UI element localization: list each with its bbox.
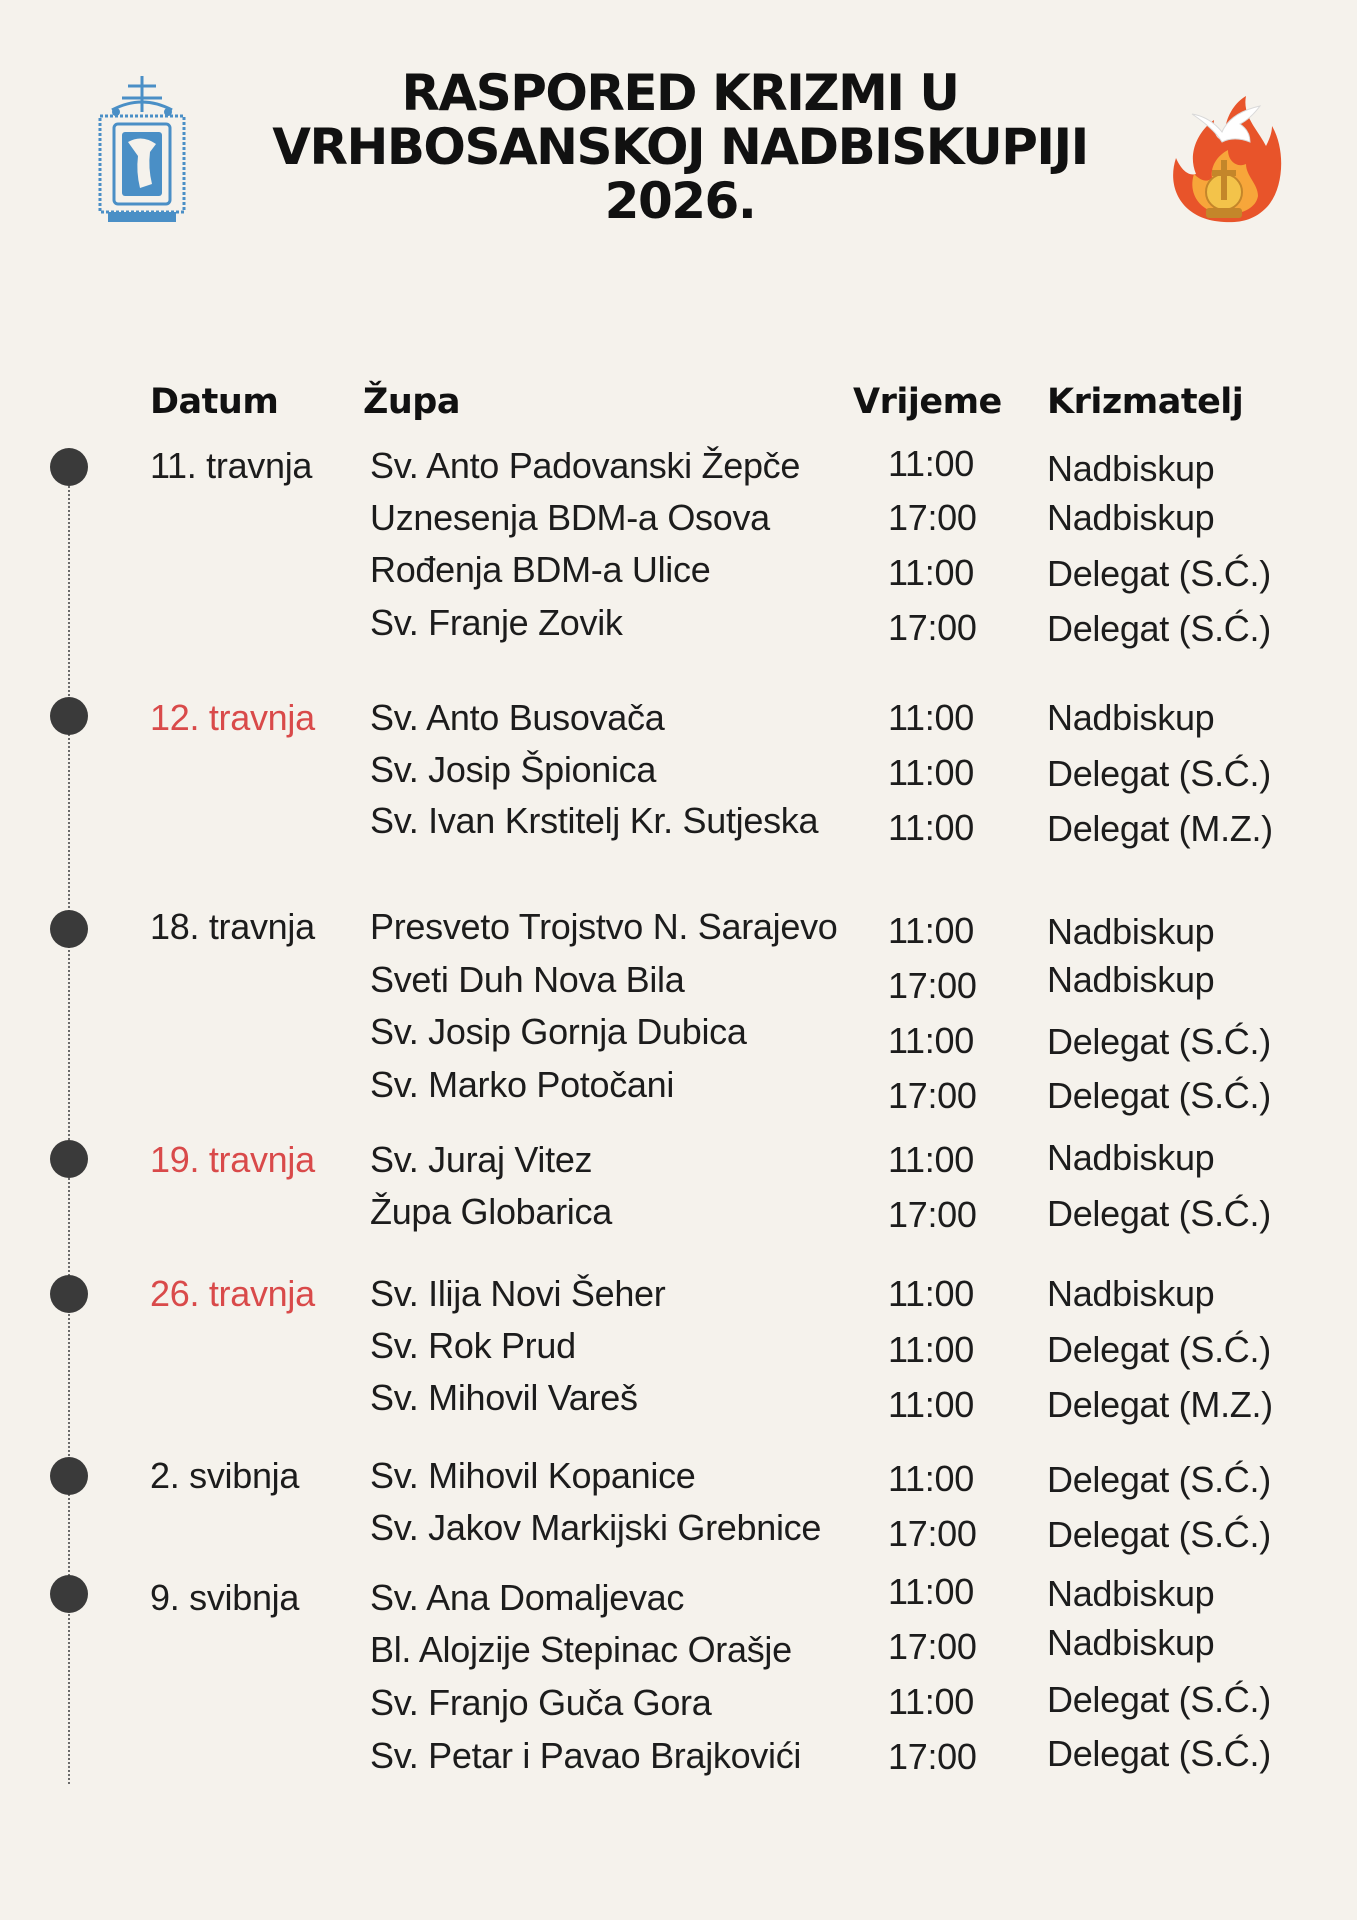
- schedule-date: 18. travnja: [150, 906, 315, 947]
- parish-name: Sv. Mihovil Kopanice: [370, 1455, 696, 1496]
- mass-time: 17:00: [888, 497, 977, 538]
- parish-name: Sv. Juraj Vitez: [370, 1139, 593, 1180]
- parish-name: Sv. Ilija Novi Šeher: [370, 1273, 666, 1314]
- officiant-name: Delegat (S.Ć.): [1047, 753, 1271, 794]
- timeline-dot: [50, 697, 88, 735]
- mass-time: 17:00: [888, 1513, 977, 1554]
- officiant-name: Delegat (S.Ć.): [1047, 608, 1271, 649]
- parish-name: Sv. Josip Gornja Dubica: [370, 1011, 747, 1052]
- mass-time: 11:00: [888, 697, 974, 738]
- timeline-dot: [50, 1457, 88, 1495]
- mass-time: 17:00: [888, 1736, 977, 1777]
- header-time: Vrijeme: [853, 382, 1002, 422]
- mass-time: 11:00: [888, 910, 974, 951]
- officiant-name: Delegat (S.Ć.): [1047, 1075, 1271, 1116]
- mass-time: 17:00: [888, 965, 977, 1006]
- officiant-name: Nadbiskup: [1047, 448, 1215, 489]
- officiant-name: Delegat (S.Ć.): [1047, 1514, 1271, 1555]
- officiant-name: Nadbiskup: [1047, 1137, 1215, 1178]
- schedule-date: 26. travnja: [150, 1273, 315, 1314]
- officiant-name: Nadbiskup: [1047, 911, 1215, 952]
- mass-time: 11:00: [888, 1458, 974, 1499]
- schedule-date: 12. travnja: [150, 697, 315, 738]
- mass-time: 11:00: [888, 1384, 974, 1425]
- officiant-name: Delegat (S.Ć.): [1047, 1459, 1271, 1500]
- timeline-dot: [50, 448, 88, 486]
- officiant-name: Delegat (S.Ć.): [1047, 1733, 1271, 1774]
- parish-name: Sv. Petar i Pavao Brajkovići: [370, 1735, 802, 1776]
- title-line-1: RASPORED KRIZMI U: [401, 64, 959, 122]
- parish-name: Sv. Franjo Guča Gora: [370, 1682, 712, 1723]
- schedule-date: 9. svibnja: [150, 1577, 300, 1618]
- timeline-dot: [50, 1575, 88, 1613]
- header-date: Datum: [150, 382, 279, 422]
- officiant-name: Nadbiskup: [1047, 497, 1215, 538]
- parish-name: Sveti Duh Nova Bila: [370, 959, 685, 1000]
- parish-name: Sv. Rok Prud: [370, 1325, 576, 1366]
- parish-name: Sv. Anto Busovača: [370, 697, 665, 738]
- mass-time: 11:00: [888, 1020, 974, 1061]
- mass-time: 17:00: [888, 1626, 977, 1667]
- parish-name: Sv. Franje Zovik: [370, 602, 623, 643]
- archdiocese-coat-of-arms-icon: [92, 72, 192, 227]
- parish-name: Sv. Marko Potočani: [370, 1064, 675, 1105]
- officiant-name: Delegat (M.Z.): [1047, 808, 1273, 849]
- schedule-date: 19. travnja: [150, 1139, 315, 1180]
- header-parish: Župa: [363, 382, 460, 422]
- parish-name: Sv. Ana Domaljevac: [370, 1577, 685, 1618]
- mass-time: 11:00: [888, 443, 974, 484]
- officiant-name: Nadbiskup: [1047, 1622, 1215, 1663]
- officiant-name: Delegat (S.Ć.): [1047, 1329, 1271, 1370]
- parish-name: Rođenja BDM-a Ulice: [370, 549, 711, 590]
- parish-name: Župa Globarica: [370, 1191, 612, 1232]
- parish-name: Sv. Mihovil Vareš: [370, 1377, 638, 1418]
- officiant-name: Delegat (M.Z.): [1047, 1384, 1273, 1425]
- holy-spirit-dove-flame-icon: [1162, 80, 1287, 225]
- officiant-name: Nadbiskup: [1047, 959, 1215, 1000]
- schedule-date: 11. travnja: [150, 445, 313, 486]
- mass-time: 11:00: [888, 1571, 974, 1612]
- mass-time: 17:00: [888, 1194, 977, 1235]
- officiant-name: Delegat (S.Ć.): [1047, 553, 1271, 594]
- page-title: [230, 66, 1130, 228]
- title-line-2: VRHBOSANSKOJ NADBISKUPIJI: [272, 118, 1088, 176]
- mass-time: 11:00: [888, 1681, 974, 1722]
- officiant-name: Delegat (S.Ć.): [1047, 1679, 1271, 1720]
- mass-time: 17:00: [888, 607, 977, 648]
- mass-time: 11:00: [888, 752, 974, 793]
- mass-time: 11:00: [888, 1329, 974, 1370]
- timeline-dot: [50, 1275, 88, 1313]
- officiant-name: Nadbiskup: [1047, 697, 1215, 738]
- parish-name: Presveto Trojstvo N. Sarajevo: [370, 906, 838, 947]
- parish-name: Uznesenja BDM-a Osova: [370, 497, 770, 538]
- mass-time: 17:00: [888, 1075, 977, 1116]
- officiant-name: Delegat (S.Ć.): [1047, 1193, 1271, 1234]
- parish-name: Sv. Jakov Markijski Grebnice: [370, 1507, 822, 1548]
- parish-name: Sv. Josip Špionica: [370, 749, 657, 790]
- header-officiant: Krizmatelj: [1047, 382, 1244, 422]
- mass-time: 11:00: [888, 1139, 974, 1180]
- parish-name: Sv. Ivan Krstitelj Kr. Sutjeska: [370, 800, 819, 841]
- timeline-dot: [50, 910, 88, 948]
- title-line-3: 2026.: [604, 172, 756, 230]
- mass-time: 11:00: [888, 552, 974, 593]
- officiant-name: Delegat (S.Ć.): [1047, 1021, 1271, 1062]
- officiant-name: Nadbiskup: [1047, 1273, 1215, 1314]
- mass-time: 11:00: [888, 1273, 974, 1314]
- timeline-dot: [50, 1140, 88, 1178]
- parish-name: Sv. Anto Padovanski Žepče: [370, 445, 801, 486]
- schedule-date: 2. svibnja: [150, 1455, 300, 1496]
- officiant-name: Nadbiskup: [1047, 1573, 1215, 1614]
- parish-name: Bl. Alojzije Stepinac Orašje: [370, 1629, 792, 1670]
- mass-time: 11:00: [888, 807, 974, 848]
